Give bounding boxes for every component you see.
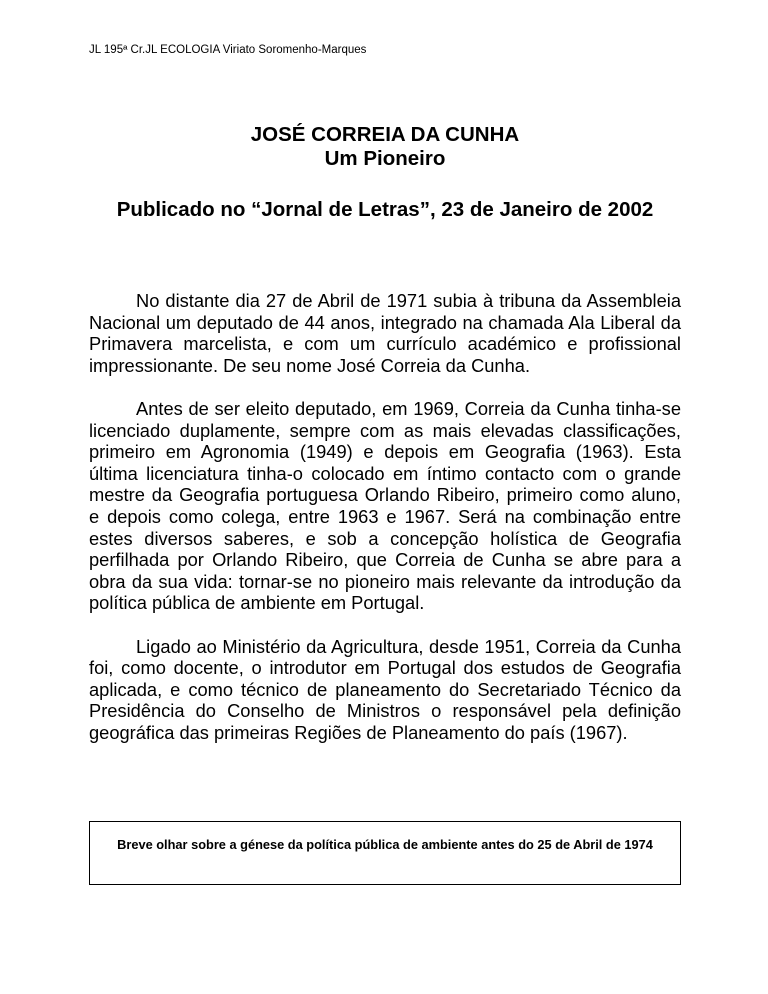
boxed-section-heading bbox=[89, 821, 681, 885]
title-line-subtitle: Um Pioneiro bbox=[324, 147, 446, 170]
body-paragraph: No distante dia 27 de Abril de 1971 subia à tribuna da Assembleia Nacional um deputado de 44 anos, integrado na chamada Ala Liberal da Primavera marcelista, e com um currículo académico e profissional impressionante. De seu nome José Correia da Cunha. bbox=[89, 290, 681, 376]
body-paragraph: Antes de ser eleito deputado, em 1969, Correia da Cunha tinha-se licenciado duplamente, sempre com as mais elevadas classificações, primeiro em Agronomia (1949) e depois em Geografia (1963). Esta última licenciatura tinha-o colocado em íntimo contacto com o grande mestre da Geografia portuguesa Orlando Ribeiro, primeiro como aluno, e depois como colega, entre 1963 e 1967. Será na combinação entre estes diversos saberes, e sob a concepção holística de Geografia perfilhada por Orlando Ribeiro, que Correia de Cunha se abre para a obra da sua vida: tornar-se no pioneiro mais relevante da introdução da política pública de ambiente em Portugal. bbox=[89, 397, 681, 614]
publication-note: Publicado no “Jornal de Letras”, 23 de Janeiro de 2002 bbox=[116, 198, 654, 221]
body-paragraph: Ligado ao Ministério da Agricultura, desde 1951, Correia da Cunha foi, como docente, o introdutor em Portugal dos estudos de Geografia aplicada, e como técnico de planeamento do Secretariado Técnico da Presidência do Conselho de Ministros o responsável pela definição geográfica das primeiras Regiões de Planeamento do país (1967). bbox=[89, 635, 681, 743]
article-title bbox=[89, 123, 681, 171]
boxed-heading-text: Breve olhar sobre a génese da política pública de ambiente antes do 25 de Abril de 1974 bbox=[117, 837, 653, 852]
article-body bbox=[89, 290, 681, 765]
title-line-name: JOSÉ CORREIA DA CUNHA bbox=[250, 123, 520, 146]
running-header: JL 195ª Cr.JL ECOLOGIA Viriato Soromenho-Marques bbox=[89, 44, 367, 56]
